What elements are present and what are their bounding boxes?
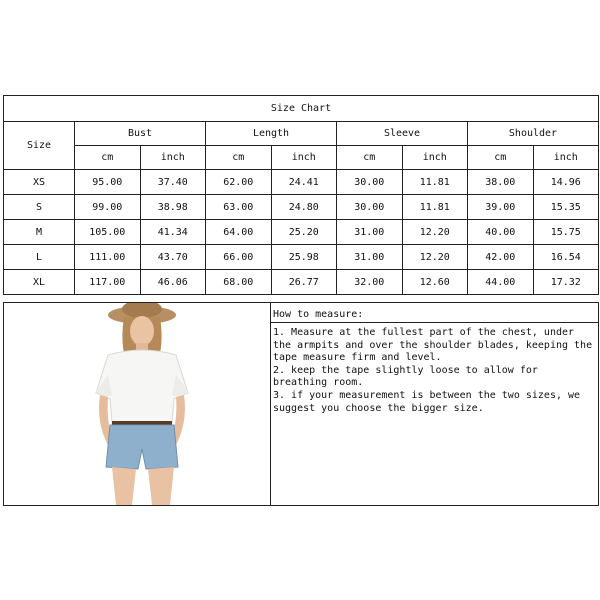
value-cell: 43.70 [140,245,206,270]
shoulder-header: Shoulder [468,122,599,146]
value-cell: 12.60 [402,270,468,295]
value-cell: 25.20 [271,220,337,245]
size-cell: XL [4,270,75,295]
value-cell: 66.00 [206,245,272,270]
size-cell: L [4,245,75,270]
value-cell: 42.00 [468,245,534,270]
value-cell: 32.00 [337,270,403,295]
value-cell: 26.77 [271,270,337,295]
unit-header: cm [337,146,403,170]
value-cell: 41.34 [140,220,206,245]
table-row [4,220,599,245]
value-cell: 99.00 [75,195,141,220]
value-cell: 31.00 [337,245,403,270]
length-header: Length [206,122,337,146]
value-cell: 117.00 [75,270,141,295]
measure-section [3,302,599,506]
value-cell: 24.41 [271,170,337,195]
size-chart-title: Size Chart [4,96,599,122]
value-cell: 14.96 [533,170,599,195]
size-column-header: Size [4,122,75,170]
value-cell: 95.00 [75,170,141,195]
unit-header: cm [75,146,141,170]
value-cell: 25.98 [271,245,337,270]
value-cell: 24.80 [271,195,337,220]
face [130,316,154,346]
bust-header: Bust [75,122,206,146]
unit-header: cm [206,146,272,170]
value-cell: 46.06 [140,270,206,295]
value-cell: 37.40 [140,170,206,195]
value-cell: 111.00 [75,245,141,270]
value-cell: 12.20 [402,245,468,270]
table-row [4,245,599,270]
value-cell: 63.00 [206,195,272,220]
how-to-measure-title: How to measure: [271,303,598,323]
table-row [4,170,599,195]
model-illustration [4,303,270,505]
value-cell: 38.98 [140,195,206,220]
value-cell: 15.75 [533,220,599,245]
value-cell: 17.32 [533,270,599,295]
how-to-measure-steps [271,323,598,415]
value-cell: 44.00 [468,270,534,295]
value-cell: 31.00 [337,220,403,245]
left-leg [112,467,136,505]
value-cell: 38.00 [468,170,534,195]
measure-step: 1. Measure at the fullest part of the chest, under the armpits and over the shoulder blades, keeping the tape measure firm and level. [273,327,593,364]
measure-step: 3. if your measurement is between the two sizes, we suggest you choose the bigger size. [273,389,581,414]
value-cell: 11.81 [402,195,468,220]
unit-header: inch [402,146,468,170]
size-cell: M [4,220,75,245]
size-cell: S [4,195,75,220]
value-cell: 105.00 [75,220,141,245]
sleeve-header: Sleeve [337,122,468,146]
denim-shorts [106,425,178,469]
value-cell: 64.00 [206,220,272,245]
table-row [4,270,599,295]
unit-header: cm [468,146,534,170]
value-cell: 68.00 [206,270,272,295]
size-chart-table [3,95,599,295]
product-photo [4,303,271,505]
value-cell: 16.54 [533,245,599,270]
value-cell: 40.00 [468,220,534,245]
value-cell: 62.00 [206,170,272,195]
value-cell: 30.00 [337,170,403,195]
how-to-measure-panel [271,303,598,505]
unit-header: inch [140,146,206,170]
value-cell: 12.20 [402,220,468,245]
unit-header: inch [271,146,337,170]
value-cell: 15.35 [533,195,599,220]
right-leg [148,467,174,505]
size-cell: XS [4,170,75,195]
table-row [4,195,599,220]
value-cell: 11.81 [402,170,468,195]
value-cell: 30.00 [337,195,403,220]
value-cell: 39.00 [468,195,534,220]
measure-step: 2. keep the tape slightly loose to allow for breathing room. [273,364,538,389]
unit-header: inch [533,146,599,170]
